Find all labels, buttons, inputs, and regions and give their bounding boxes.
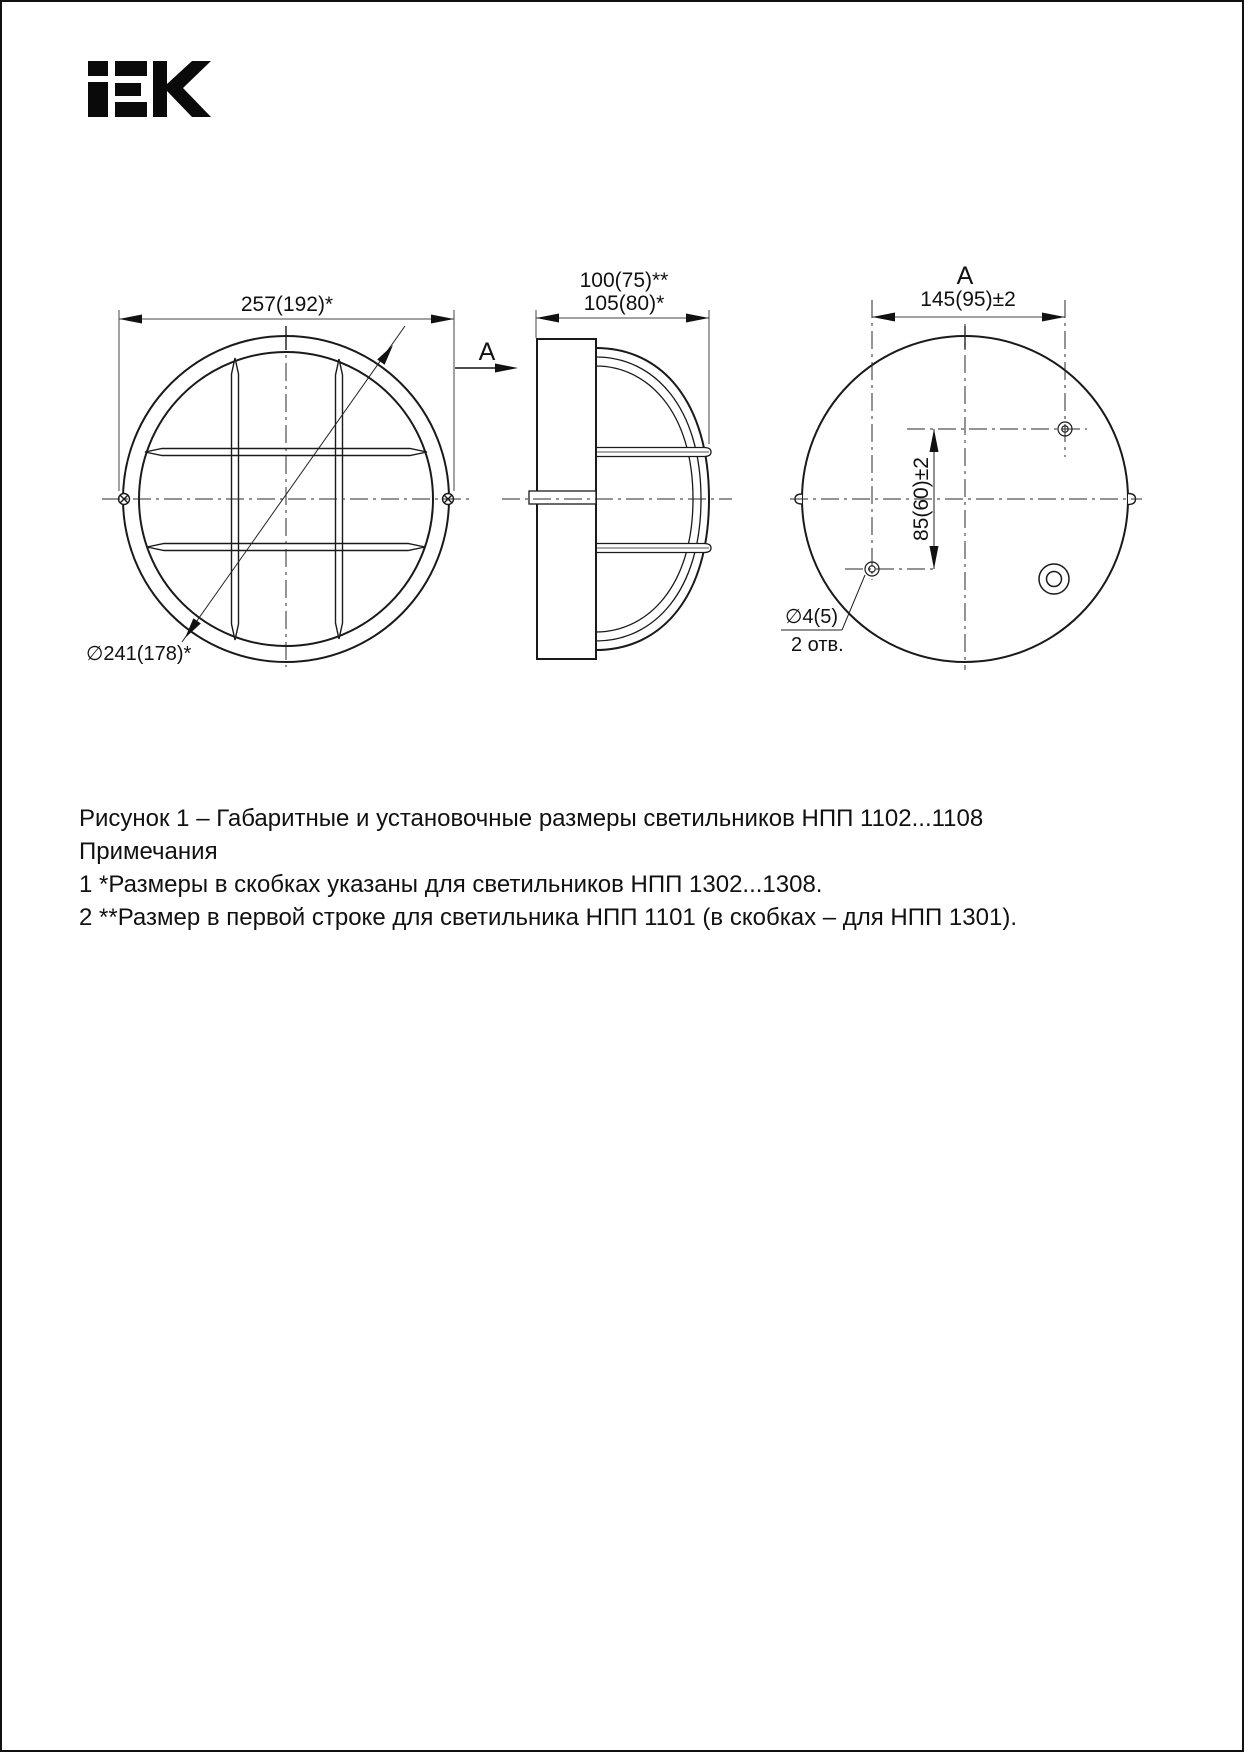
front-width-dim-label: 257(192)* xyxy=(240,293,334,316)
front-centerlines xyxy=(102,332,472,667)
figure-caption-block xyxy=(79,802,1189,934)
view-direction-indicator xyxy=(455,338,518,373)
iek-logo-icon xyxy=(88,61,211,117)
side-grille-bars xyxy=(596,448,711,553)
rear-holes-count-label: 2 отв. xyxy=(791,634,844,656)
rear-vertical-dim-label: 85(60)±2 xyxy=(910,457,933,541)
rear-horizontal-dim-label: 145(95)±2 xyxy=(920,288,1016,311)
figure-caption: Рисунок 1 – Габаритные и установочные размеры светильников НПП 1102...1108 xyxy=(79,805,984,832)
rear-horizontal-dimension xyxy=(872,313,1065,322)
front-diameter-leader xyxy=(182,326,405,642)
side-depth-dim-label-line2: 105(80)* xyxy=(583,292,665,315)
rear-centerlines xyxy=(790,300,1142,670)
rear-hole-diameter-label: ∅4(5) xyxy=(785,606,838,628)
view-direction-letter: A xyxy=(478,338,496,366)
rear-view xyxy=(781,262,1142,670)
side-view xyxy=(502,269,732,659)
technical-drawing xyxy=(2,2,1244,732)
note-1: 1 *Размеры в скобках указаны для светильников НПП 1302...1308. xyxy=(79,871,823,898)
rear-view-letter: A xyxy=(956,262,974,290)
front-diameter-dim-label: ∅241(178)* xyxy=(86,643,192,665)
front-view xyxy=(86,293,472,667)
notes-title: Примечания xyxy=(79,838,218,865)
note-2: 2 **Размер в первой строке для светильника НПП 1101 (в скобках – для НПП 1301). xyxy=(79,904,1017,931)
side-mounting-tab xyxy=(529,491,596,504)
rear-cable-entry xyxy=(1039,564,1069,594)
side-depth-dim-label-line1: 100(75)** xyxy=(579,269,669,292)
